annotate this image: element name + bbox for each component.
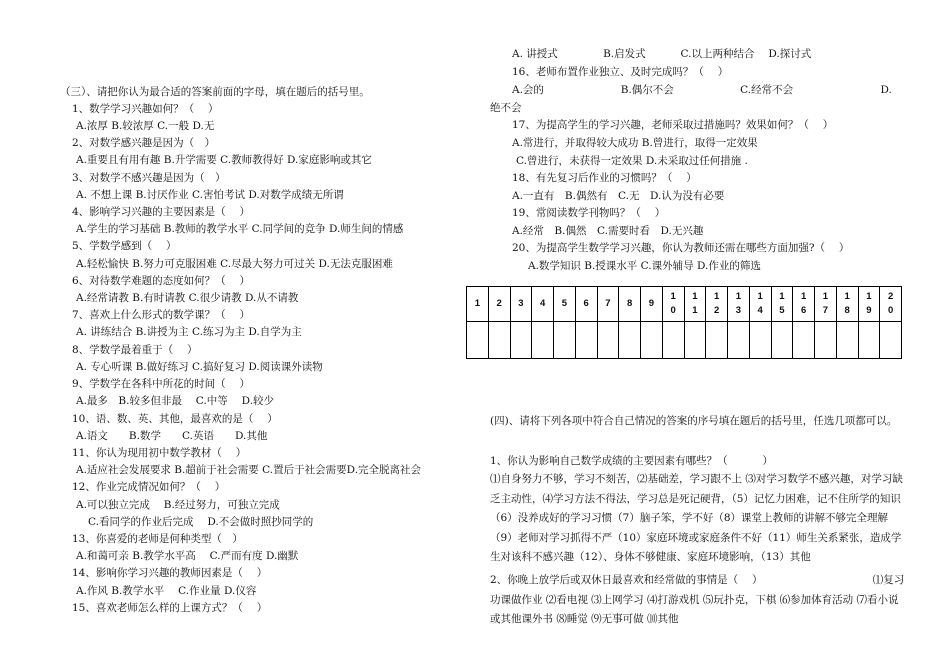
question-4: 4、影响学习兴趣的主要因素是（ ） (72, 206, 251, 218)
answer-table-header-row (467, 287, 902, 322)
answer-cell[interactable] (771, 322, 793, 359)
options-13: A.和蔼可亲 B.教学水平高 C.严而有度 D.幽默 (76, 550, 299, 562)
answer-header: 9 (641, 287, 663, 322)
answer-header: 1 (467, 287, 489, 322)
options-12-line-2: C.看同学的作业后完成 D.不会做时照抄同学的 (88, 516, 314, 528)
header-digit: 2 (713, 305, 720, 316)
answer-header: 4 (532, 287, 554, 322)
options-11: A.适应社会发展要求 B.超前于社会需要 C.置后于社会需要D.完全脱离社会 (76, 464, 422, 476)
section-4-options-1: ⑴自身努力不够，学习不刻苦，⑵基础差，学习跟不上 ⑶对学习数学不感兴趣，对学习缺乏主动性，⑷学习方法不得法，学习总是死记硬背，（5）记忆力困难，记不住所学的知识（6）没养成好的学习习惯（7）脑子笨，学不好（8）课堂上教师的讲解不够完全理解（9）老师对学习抓得不严（10）家庭环境或家庭条件不好（11）师生关系紧张，造成学生对该科不感兴趣（12）、身体不够健康、家庭环境影响，（13）其他 (490, 473, 903, 563)
answer-table (466, 286, 902, 359)
header-digit: 1 (800, 291, 807, 302)
question-16: 16、老师布置作业独立、及时完成吗？（ ） (512, 66, 729, 78)
question-12: 12、作业完成情况如何？（ ） (72, 481, 226, 493)
options-17-line-1: A.常进行，并取得较大成功 B.曾进行，取得一定效果 (512, 137, 758, 149)
answer-cell[interactable] (532, 322, 554, 359)
answer-header: 5 (554, 287, 576, 322)
options-16-line-1: A.会的 B.偶尔不会 C.经常不会 D. (512, 84, 892, 96)
answer-cell[interactable] (488, 322, 510, 359)
answer-header (793, 287, 815, 322)
options-20: A.数学知识 B.授课水平 C.课外辅导 D.作业的筛选 (528, 260, 761, 272)
header-digit: 1 (844, 291, 850, 302)
answer-header (749, 287, 771, 322)
options-19: A.经常 B.偶然 C.需要时看 D.无兴趣 (512, 225, 704, 237)
options-10: A.语文 B.数学 C.英语 D.其他 (76, 430, 268, 442)
question-5: 5、学数学感到（ ） (72, 240, 177, 252)
question-7: 7、喜欢上什么形式的数学课？（ ） (72, 309, 251, 321)
header-digit: 0 (887, 305, 894, 316)
header-digit: 1 (692, 291, 698, 302)
options-3: A. 不想上课 B.讨厌作业 C.害怕考试 D.对数学成绩无所谓 (76, 189, 344, 201)
answer-cell[interactable] (815, 322, 837, 359)
answer-cell[interactable] (575, 322, 597, 359)
options-16-line-2: 绝不会 (490, 102, 522, 114)
section-4-question-1: 1、你认为影响自己数学成绩的主要因素有哪些？（ ） (490, 455, 774, 467)
question-17: 17、为提高学生的学习兴趣，老师采取过措施吗？效果如何？（ ） (512, 119, 834, 131)
header-digit: 2 (887, 291, 894, 302)
answer-cell[interactable] (706, 322, 728, 359)
question-3: 3、对数学不感兴趣是因为（ ） (72, 172, 226, 184)
header-digit: 1 (713, 291, 720, 302)
header-digit: 3 (735, 305, 742, 316)
section-4-options-2: ⑴复习功课做作业 ⑵看电视 ⑶上网学习 ⑷打游戏机 ⑸玩扑克，下棋 ⑹参加体育活动 ⑺看小说或其他课外书 ⑻睡觉 ⑼无事可做 ⑽其他 (490, 574, 905, 625)
answer-cell[interactable] (619, 322, 641, 359)
header-digit: 0 (670, 305, 676, 316)
answer-header (880, 287, 902, 322)
header-digit: 1 (735, 291, 742, 302)
section-4-question-2-title: 2、你晚上放学后或双休日最喜欢和经常做的事情是（ ） (490, 574, 758, 586)
question-13: 13、你喜爱的老师是何种类型（ ） (72, 533, 243, 545)
answer-cell[interactable] (728, 322, 750, 359)
answer-cell[interactable] (880, 322, 902, 359)
answer-cell[interactable] (684, 322, 706, 359)
answer-header: 7 (597, 287, 619, 322)
answer-cell[interactable] (641, 322, 663, 359)
question-1: 1、数学学习兴趣如何？（ ） (72, 103, 219, 115)
header-digit: 9 (866, 305, 872, 316)
answer-cell[interactable] (597, 322, 619, 359)
question-15: 15、喜欢老师怎么样的上课方式？（ ） (72, 602, 268, 614)
options-1: A.浓厚 B.较浓厚 C.一般 D.无 (76, 120, 215, 132)
answer-header (836, 287, 858, 322)
answer-header (684, 287, 706, 322)
options-7: A. 讲练结合 B.讲授为主 C.练习为主 D.自学为主 (76, 326, 302, 338)
answer-cell[interactable] (662, 322, 684, 359)
header-digit: 1 (670, 291, 676, 302)
answer-table-body-row (467, 322, 902, 359)
header-digit: 1 (779, 291, 785, 302)
answer-header (706, 287, 728, 322)
section-3-heading: （三）、请把你认为最合适的答案前面的字母，填在题后的括号里。 (60, 86, 370, 98)
answer-header: 6 (575, 287, 597, 322)
options-8: A. 专心听课 B.做好练习 C.搞好复习 D.阅读课外读物 (76, 361, 323, 373)
options-5: A.轻松愉快 B.努力可克服困难 C.尽最大努力可过关 D.无法克服困难 (76, 258, 393, 270)
answer-header: 2 (488, 287, 510, 322)
options-4: A.学生的学习基础 B.教师的教学水平 C.同学间的竞争 D.师生间的情感 (76, 223, 404, 235)
header-digit: 1 (692, 305, 698, 316)
options-15: A. 讲授式 B.启发式 C.以上两种结合 D.探讨式 (512, 48, 812, 60)
answer-header (771, 287, 793, 322)
answer-header (858, 287, 880, 322)
answer-cell[interactable] (858, 322, 880, 359)
question-8: 8、学数学最着重于（ ） (72, 344, 198, 356)
header-digit: 1 (866, 291, 872, 302)
question-18: 18、有先复习后作业的习惯吗？（ ） (512, 172, 697, 184)
header-digit: 5 (779, 305, 785, 316)
question-14: 14、影响你学习兴趣的教师因素是（ ） (72, 567, 268, 579)
answer-header: 3 (510, 287, 532, 322)
answer-cell[interactable] (510, 322, 532, 359)
options-9: A.最多 B.较多但非最 C.中等 D.较少 (76, 395, 275, 407)
answer-cell[interactable] (836, 322, 858, 359)
header-digit: 4 (757, 305, 763, 316)
header-digit: 1 (757, 291, 763, 302)
question-9: 9、学数学在各科中所花的时间（ ） (72, 378, 251, 390)
options-2: A.重要且有用有趣 B.升学需要 C.教师教得好 D.家庭影响或其它 (76, 154, 372, 166)
header-digit: 7 (822, 305, 829, 316)
answer-header (815, 287, 837, 322)
answer-header: 8 (619, 287, 641, 322)
question-11: 11、你认为现用初中数学教材（ ） (72, 447, 247, 459)
options-17-line-2: C.曾进行，未获得一定效果 D.未采取过任何措施 . (516, 155, 748, 167)
answer-cell[interactable] (467, 322, 489, 359)
options-18: A.一直有 B.偶然有 C.无 D.认为没有必要 (512, 190, 725, 202)
header-digit: 8 (844, 305, 850, 316)
question-2: 2、对数学感兴趣是因为（ ） (72, 137, 216, 149)
question-19: 19、常阅读数学刊物吗？（ ） (512, 207, 666, 219)
header-digit: 1 (822, 291, 829, 302)
options-12-line-1: A.可以独立完成 B.经过努力，可独立完成 (76, 499, 280, 511)
answer-cell[interactable] (793, 322, 815, 359)
answer-header (662, 287, 684, 322)
options-6: A.经常请教 B.有时请教 C.很少请教 D.从不请教 (76, 292, 299, 304)
header-digit: 6 (800, 305, 807, 316)
question-20: 20、为提高学生数学学习兴趣，你认为教师还需在哪些方面加强?（ ） (512, 242, 850, 254)
question-10: 10、语、数、英、其他，最喜欢的是（ ） (72, 413, 278, 425)
answer-cell[interactable] (554, 322, 576, 359)
answer-cell[interactable] (749, 322, 771, 359)
section-4-heading: (四)、请将下列各项中符合自己情况的答案的序号填在题后的括号里，任选几项都可以。 (490, 415, 898, 427)
section-4-question-2 (490, 571, 908, 630)
options-14: A.作风 B.教学水平 C.作业量 D.仪容 (76, 585, 257, 597)
question-6: 6、对待数学难题的态度如何？（ ） (72, 275, 251, 287)
answer-header (728, 287, 750, 322)
